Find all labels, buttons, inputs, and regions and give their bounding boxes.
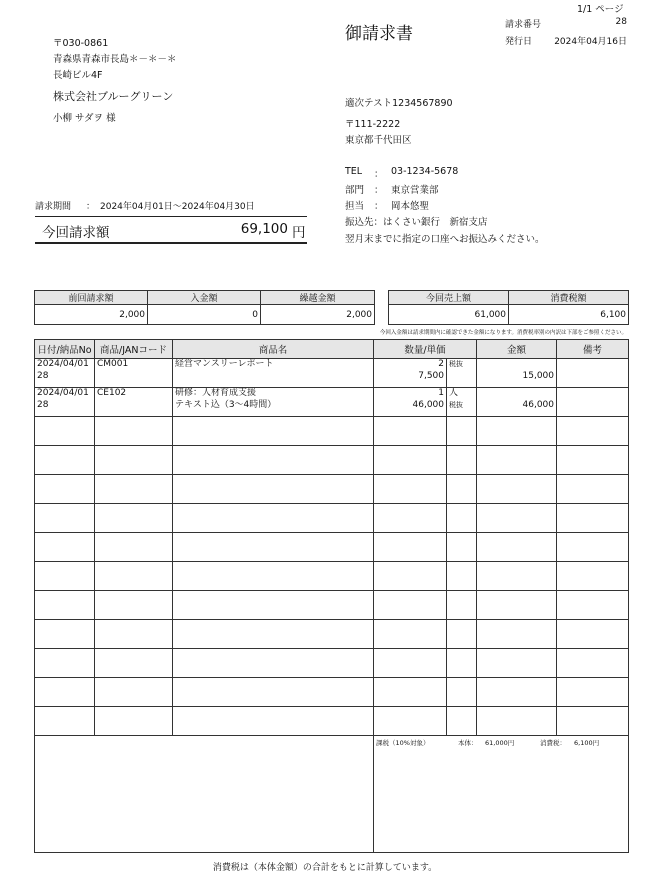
empty-row <box>35 649 629 678</box>
dept-sep: ： <box>374 185 384 196</box>
header-name: 商品名 <box>173 340 374 359</box>
header-qty: 数量/単価 <box>374 340 477 359</box>
tax-base-label: 本体： <box>458 739 478 747</box>
period-label: 請求期間 <box>35 202 72 212</box>
summary-table-left <box>34 290 375 325</box>
row-price: 7,500 <box>418 370 444 381</box>
tel-sep: ： <box>374 169 384 180</box>
tax-label: 消費税額 <box>509 291 629 305</box>
empty-row <box>35 533 629 562</box>
row-price: 46,000 <box>412 399 444 410</box>
sender-postal: 〒111-2222 <box>345 119 401 130</box>
header-note: 備考 <box>557 340 629 359</box>
tax-value: 6,100 <box>509 305 629 325</box>
empty-row <box>35 678 629 707</box>
period-sep: ： <box>86 202 96 212</box>
invoice-no: 28 <box>615 17 627 27</box>
invoice-no-label: 請求番号 <box>505 20 542 30</box>
tax-amount-label: 消費税： <box>540 739 566 747</box>
carry-label: 繰越金額 <box>261 291 375 305</box>
row-tax-type: 税抜 <box>449 360 463 368</box>
header-amount: 金額 <box>477 340 557 359</box>
empty-row <box>35 504 629 533</box>
row-name: 研修：人材育成支援 <box>175 388 257 398</box>
row-date: 2024/04/01 <box>37 359 89 369</box>
recipient-address1: 青森県青森市長島＊－＊－＊ <box>53 54 177 65</box>
tax-breakdown-label: 課税（10%対象） <box>376 739 430 747</box>
payment-note: 翌月末までに指定の口座へお振込みください。 <box>345 234 545 245</box>
recipient-address2: 長崎ビル4F <box>53 70 103 81</box>
row-delivery-no: 28 <box>37 370 49 381</box>
sender-id: 適次テスト1234567890 <box>345 98 453 109</box>
row-date: 2024/04/01 <box>37 388 89 398</box>
table-row <box>35 359 629 388</box>
tel-value: 03-1234-5678 <box>391 166 459 177</box>
paid-value: 0 <box>148 305 261 325</box>
tel-label: TEL <box>345 166 363 177</box>
row-code: CE102 <box>95 388 173 417</box>
dept-value: 東京営業部 <box>391 185 439 196</box>
items-table <box>34 339 629 853</box>
carry-value: 2,000 <box>261 305 375 325</box>
tax-amount-value: 6,100円 <box>574 739 600 747</box>
dept-label: 部門 <box>345 185 365 196</box>
table-row <box>35 388 629 417</box>
empty-row <box>35 562 629 591</box>
sales-label: 今回売上額 <box>389 291 509 305</box>
document-title: 御請求書 <box>345 24 413 44</box>
total-box <box>35 216 307 244</box>
summary-table-right <box>388 290 629 325</box>
empty-row <box>35 620 629 649</box>
staff-value: 岡本悠聖 <box>391 201 430 212</box>
paid-label: 入金額 <box>148 291 261 305</box>
tax-base-value: 61,000円 <box>485 739 515 747</box>
row-tax-type: 税抜 <box>449 400 463 409</box>
total-amount: 69,100 <box>240 221 288 237</box>
total-unit: 円 <box>292 225 306 241</box>
recipient-company: 株式会社ブルーグリーン <box>53 90 174 103</box>
staff-sep: ： <box>374 201 384 212</box>
prev-label: 前回請求額 <box>35 291 148 305</box>
row-name-sub: テキスト込（3〜4時間） <box>175 399 277 410</box>
empty-row <box>35 446 629 475</box>
tax-breakdown-row <box>35 736 629 853</box>
empty-row <box>35 417 629 446</box>
recipient-person: 小柳 サダヲ 様 <box>53 113 116 124</box>
footer-note: 消費税は（本体金額）の合計をもとに計算しています。 <box>212 863 438 873</box>
row-name: 経営マンスリーレポート <box>175 359 274 369</box>
header-date: 日付/納品No <box>35 340 95 359</box>
staff-label: 担当 <box>345 201 365 212</box>
row-qty: 2 <box>438 359 444 369</box>
empty-row <box>35 591 629 620</box>
row-code: CM001 <box>95 359 173 388</box>
period-value: 2024年04月01日～2024年04月30日 <box>100 202 255 212</box>
page-indicator: 1/1 ページ <box>577 4 624 15</box>
row-amount: 46,000 <box>522 399 555 410</box>
header-code: 商品/JANコード <box>95 340 173 359</box>
total-label: 今回請求額 <box>42 225 110 241</box>
empty-row <box>35 475 629 504</box>
summary-footnote: 今回入金額は請求期間内に確認できた金額になります。消費税率別の内訳は下部をご参照ください。 <box>379 330 627 336</box>
empty-row <box>35 707 629 736</box>
prev-value: 2,000 <box>35 305 148 325</box>
row-qty: 1 <box>438 388 444 398</box>
recipient-postal: 〒030-0861 <box>53 38 109 49</box>
row-amount: 15,000 <box>522 370 555 381</box>
bank-info: 振込先：はくさい銀行 新宿支店 <box>345 217 488 228</box>
row-unit: 人 <box>449 388 459 398</box>
issue-date-label: 発行日 <box>505 37 533 47</box>
sender-address: 東京都千代田区 <box>345 135 412 146</box>
sales-value: 61,000 <box>389 305 509 325</box>
row-delivery-no: 28 <box>37 399 49 410</box>
items-header-row <box>35 340 629 359</box>
issue-date: 2024年04月16日 <box>554 37 627 47</box>
